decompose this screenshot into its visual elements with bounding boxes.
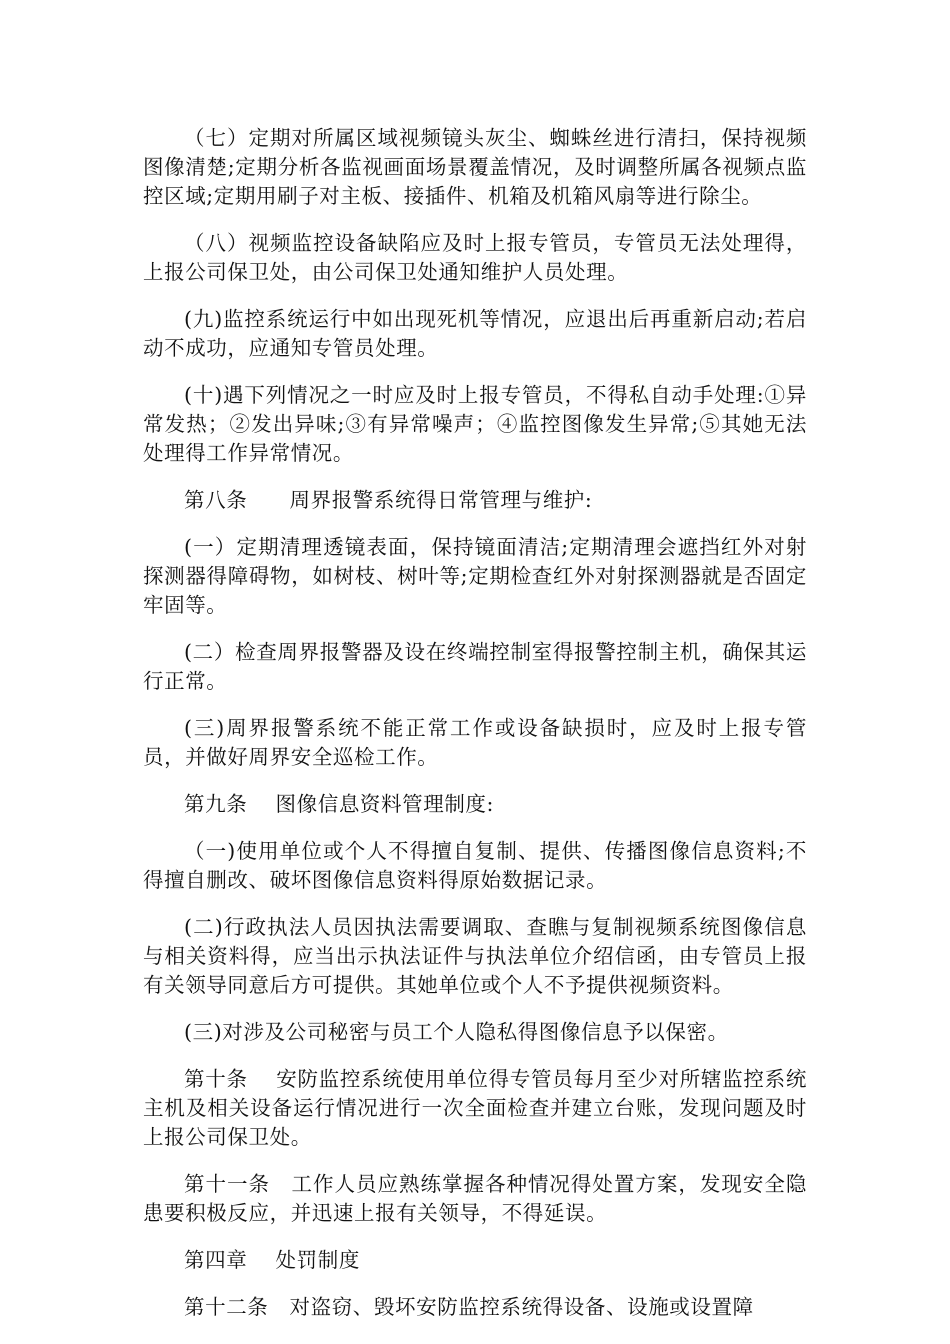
article-8-heading: 第八条 周界报警系统得日常管理与维护: [184, 488, 593, 512]
article-9-item-3: (三)对涉及公司秘密与员工个人隐私得图像信息予以保密。 [184, 1020, 729, 1044]
paragraph-item-8: （八）视频监控设备缺陷应及时上报专管员，专管员无法处理得，上报公司保卫处，由公司保卫处通知维护人员处理。 [143, 231, 807, 284]
article-11: 第十一条 工作人员应熟练掌握各种情况得处置方案，发现安全隐患要积极反应，并迅速上报有关领导，不得延误。 [143, 1172, 807, 1225]
document-body [143, 124, 807, 1340]
article-9-heading: 第九条 图像信息资料管理制度: [184, 792, 495, 816]
article-12: 第十二条 对盗窃、毁坏安防监控系统得设备、设施或设置障 [184, 1295, 754, 1319]
article-9-item-2: (二)行政执法人员因执法需要调取、查瞧与复制视频系统图像信息与相关资料得，应当出示执法证件与执法单位介绍信函，由专管员上报有关领导同意后方可提供。其她单位或个人不予提供视频资料。 [143, 915, 807, 997]
paragraph-item-10: (十)遇下列情况之一时应及时上报专管员，不得私自动手处理:①异常发热；②发出异味;③有异常噪声；④监控图像发生异常;⑤其她无法处理得工作异常情况。 [143, 383, 807, 465]
chapter-4-heading: 第四章 处罚制度 [184, 1248, 360, 1272]
paragraph-item-7: （七）定期对所属区域视频镜头灰尘、蜘蛛丝进行清扫，保持视频图像清楚;定期分析各监视画面场景覆盖情况，及时调整所属各视频点监控区域;定期用刷子对主板、接插件、机箱及机箱风扇等进行除尘。 [143, 126, 807, 208]
article-8-item-3: (三)周界报警系统不能正常工作或设备缺损时，应及时上报专管员，并做好周界安全巡检工作。 [143, 716, 807, 769]
paragraph-item-9: (九)监控系统运行中如出现死机等情况，应退出后再重新启动;若启动不成功，应通知专管员处理。 [143, 307, 807, 360]
article-10: 第十条 安防监控系统使用单位得专管员每月至少对所辖监控系统主机及相关设备运行情况进行一次全面检查并建立台账，发现问题及时上报公司保卫处。 [143, 1067, 807, 1149]
article-8-item-2: (二）检查周界报警器及设在终端控制室得报警控制主机，确保其运行正常。 [143, 640, 807, 693]
article-8-item-1: (一）定期清理透镜表面，保持镜面清洁;定期清理会遮挡红外对射探测器得障碍物，如树枝、树叶等;定期检查红外对射探测器就是否固定牢固等。 [143, 535, 807, 617]
article-9-item-1: （一)使用单位或个人不得擅自复制、提供、传播图像信息资料;不得擅自删改、破坏图像信息资料得原始数据记录。 [143, 839, 807, 892]
